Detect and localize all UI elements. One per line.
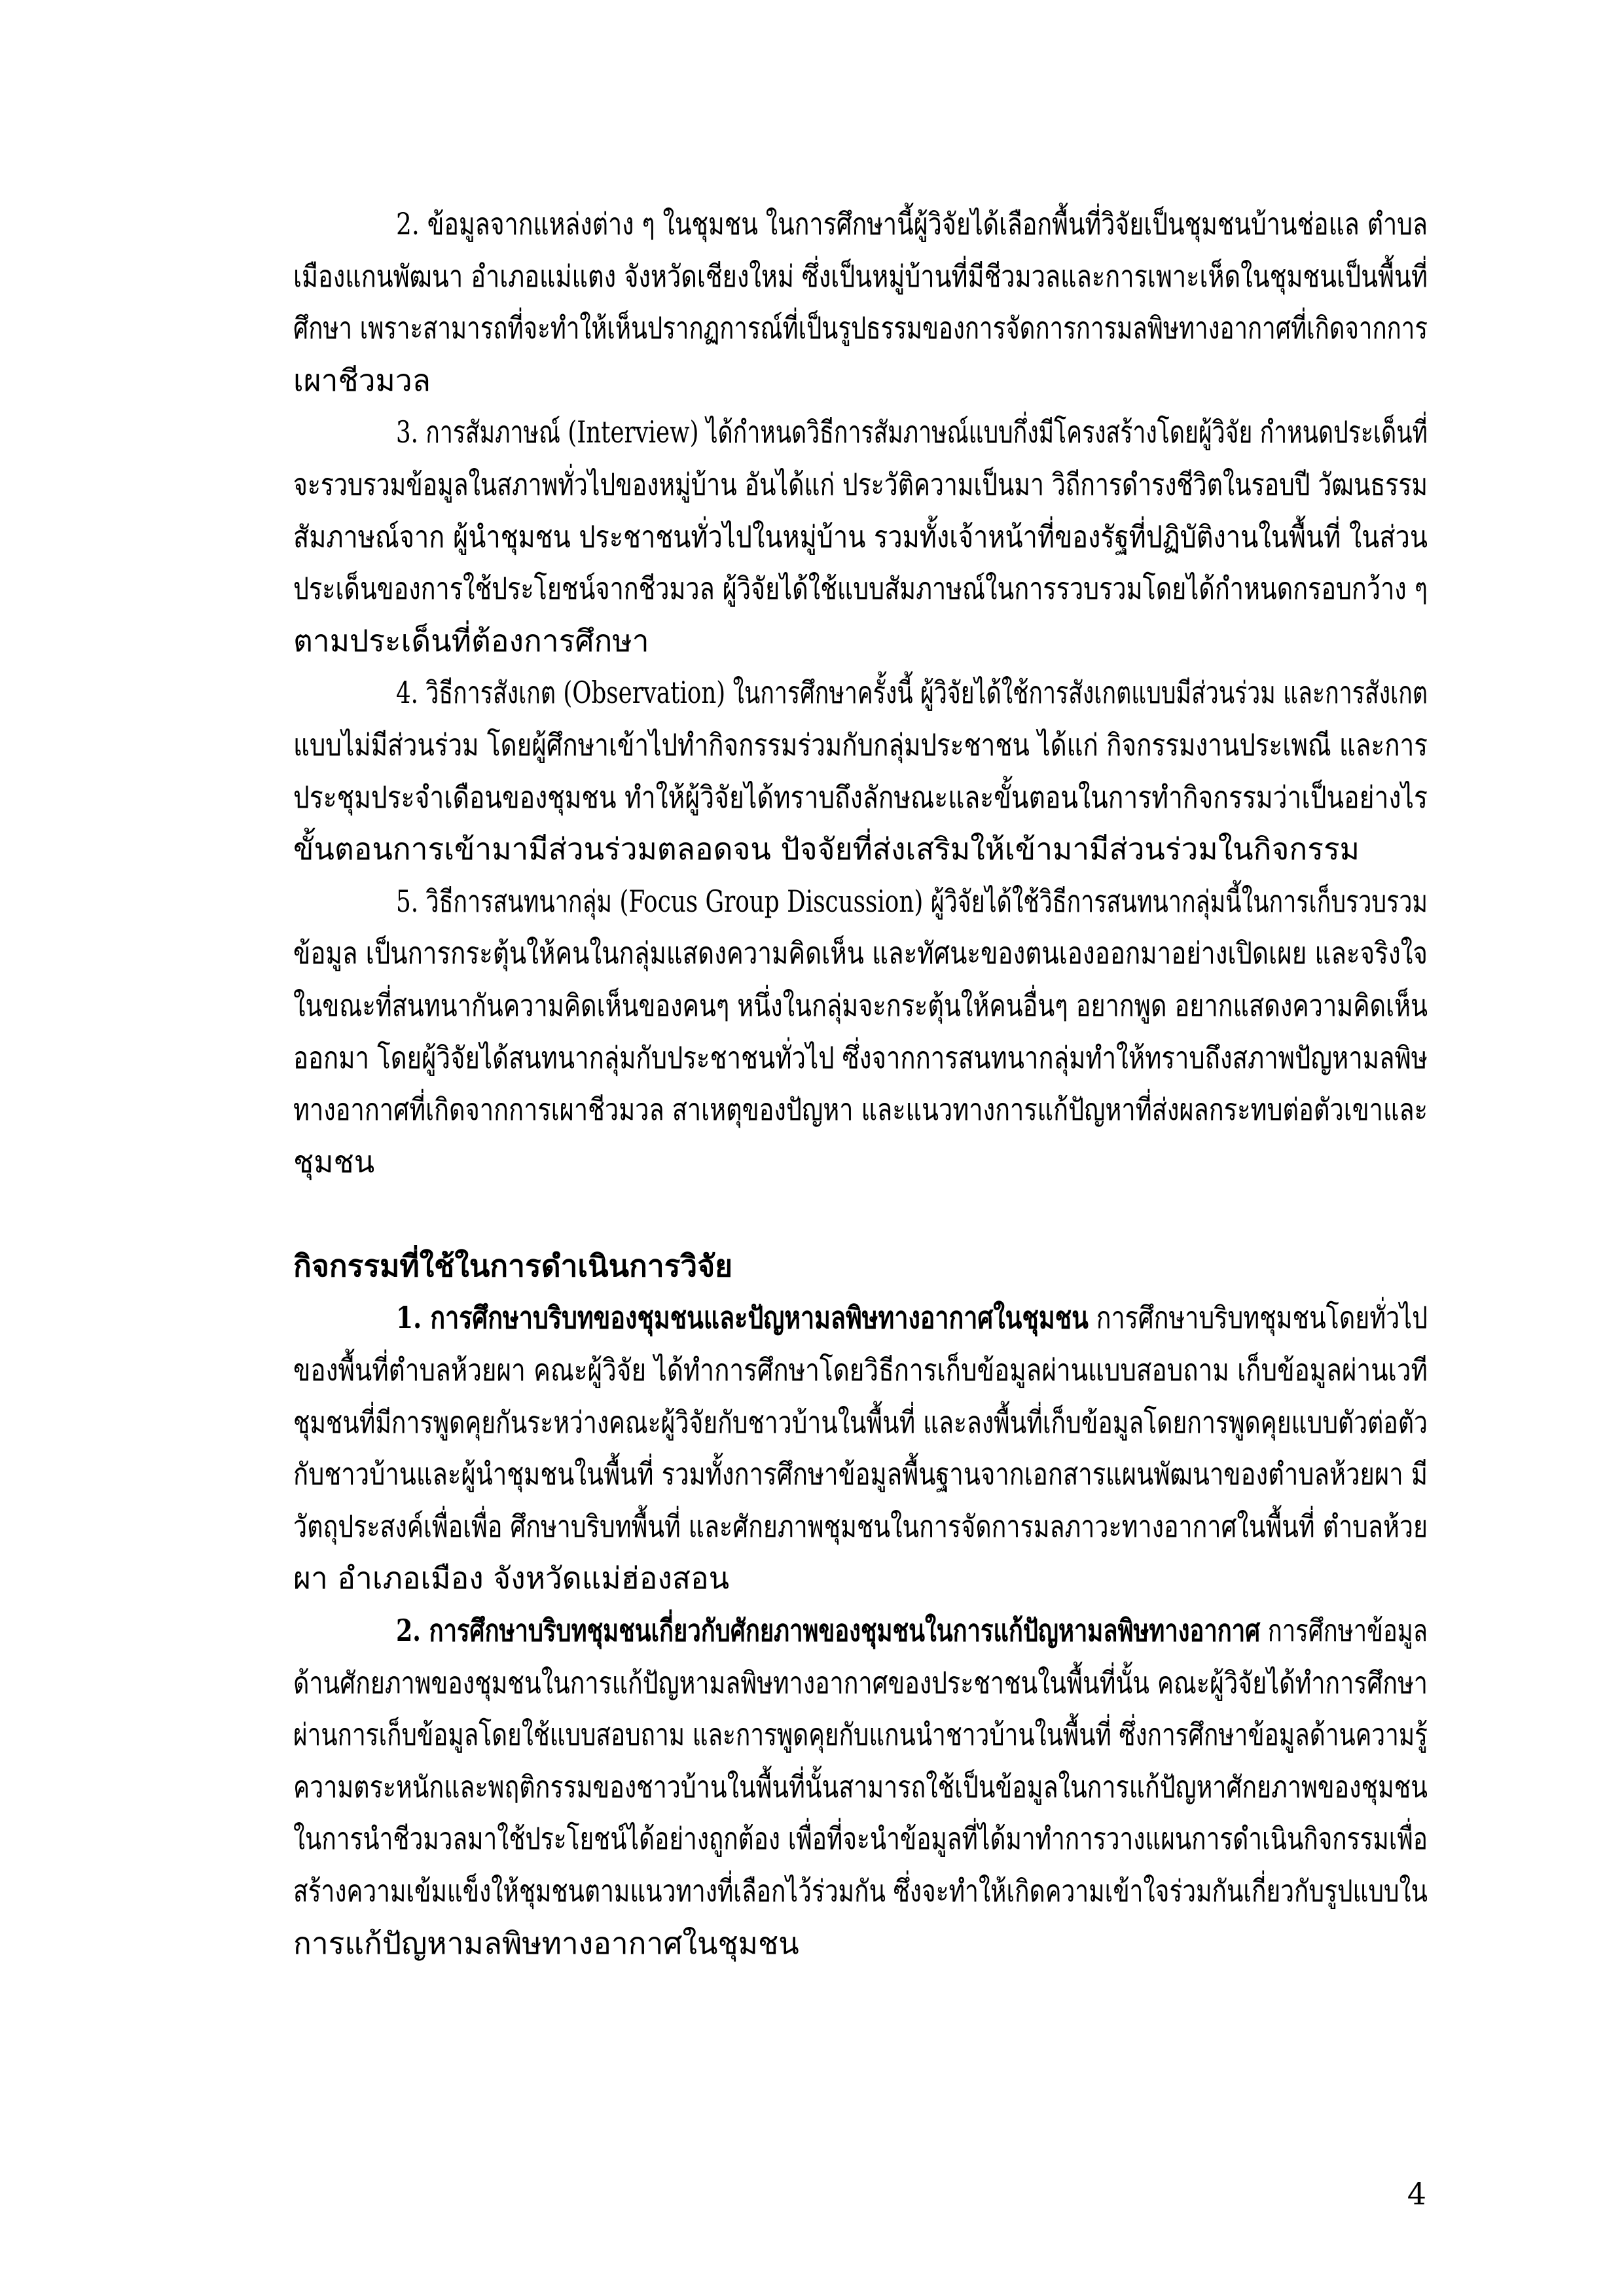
item-text: การศึกษาข้อมูล — [1260, 1613, 1428, 1649]
text-line — [293, 1032, 1428, 1085]
line-text: ความตระหนักและพฤติกรรมของชาวบ้านในพื้นที่นั้นสามารถใช้เป็นข้อมูลในการแก้ปัญหาศักยภาพของชุมชน — [293, 1768, 1428, 1804]
line-text: ประเด็นของการใช้ประโยชน์จากชีวมวล ผู้วิจัยได้ใช้แบบสัมภาษณ์ในการรวบรวมโดยได้กำหนดกรอบกว้าง ๆ — [293, 571, 1428, 607]
text-line — [293, 876, 1428, 928]
paragraph-observation — [293, 667, 1428, 875]
line-text: ประชุมประจำเดือนของชุมชน ทำให้ผู้วิจัยได้ทราบถึงลักษณะและขั้นตอนในการทำกิจกรรมว่าเป็นอย่างไร — [293, 779, 1428, 815]
text-line — [293, 1448, 1428, 1501]
line-text — [396, 1605, 1428, 1657]
paragraph-data-sources — [293, 198, 1428, 406]
text-line — [293, 719, 1428, 772]
item-title: 1. การศึกษาบริบทของชุมชนและปัญหามลพิษทางอากาศในชุมชน — [396, 1300, 1089, 1336]
text-line — [293, 1501, 1428, 1553]
line-text: 2. ข้อมูลจากแหล่งต่าง ๆ ในชุมชน ในการศึกษานี้ผู้วิจัยได้เลือกพื้นที่วิจัยเป็นชุมชนบ้านช่อแล ตำบล — [396, 206, 1428, 242]
line-text: 3. การสัมภาษณ์ (Interview) ได้กำหนดวิธีการสัมภาษณ์แบบกึ่งมีโครงสร้างโดยผู้วิจัย กำหนดประเด็นที่ — [396, 414, 1428, 450]
text-line — [293, 823, 1428, 876]
text-line — [293, 1084, 1428, 1136]
text-line — [293, 251, 1428, 303]
line-text: ผา อำเภอเมือง จังหวัดแม่ฮ่องสอน — [293, 1560, 730, 1596]
section-heading — [293, 1240, 1428, 1293]
activity-item-2 — [293, 1605, 1428, 1969]
text-line — [293, 1292, 1428, 1344]
line-text: ในการนำชีวมวลมาใช้ประโยชน์ได้อย่างถูกต้อง เพื่อที่จะนำข้อมูลที่ได้มาทำการวางแผนการดำเนินกิจกรรมเพื่อ — [293, 1821, 1428, 1857]
line-text: เผาชีวมวล — [293, 362, 431, 398]
line-text: จะรวบรวมข้อมูลในสภาพทั่วไปของหมู่บ้าน อันได้แก่ ประวัติความเป็นมา วิถีการดำรงชีวิตในรอบปี วัฒนธรรม — [293, 466, 1428, 502]
text-line — [293, 1761, 1428, 1814]
text-line — [293, 667, 1428, 719]
line-text: ชุมชนที่มีการพูดคุยกันระหว่างคณะผู้วิจัยกับชาวบ้านในพื้นที่ และลงพื้นที่เก็บข้อมูลโดยการพูดคุยแบบตัวต่อตัว — [293, 1404, 1428, 1440]
text-line — [293, 1657, 1428, 1710]
text-line — [293, 459, 1428, 511]
text-line — [293, 302, 1428, 355]
line-text: ศึกษา เพราะสามารถที่จะทำให้เห็นปรากฏการณ์ที่เป็นรูปธรรมของการจัดการการมลพิษทางอากาศที่เกิดจากการ — [293, 310, 1428, 346]
line-text: แบบไม่มีส่วนร่วม โดยผู้ศึกษาเข้าไปทำกิจกรรมร่วมกับกลุ่มประชาชน ได้แก่ กิจกรรมงานประเพณี และการ — [293, 726, 1428, 762]
page-number: 4 — [1407, 2176, 1426, 2212]
text-line — [293, 1813, 1428, 1865]
activity-item-1 — [293, 1292, 1428, 1605]
line-text: เมืองแกนพัฒนา อำเภอแม่แตง จังหวัดเชียงใหม่ ซึ่งเป็นหมู่บ้านที่มีชีวมวลและการเพาะเห็ดในชุมชนเป็นพื้นที่ — [293, 258, 1428, 294]
line-text — [396, 1292, 1428, 1344]
line-text: ทางอากาศที่เกิดจากการเผาชีวมวล สาเหตุของปัญหา และแนวทางการแก้ปัญหาที่ส่งผลกระทบต่อตัวเขาและ — [293, 1092, 1428, 1128]
text-line — [293, 1552, 1428, 1605]
line-text: ข้อมูล เป็นการกระตุ้นให้คนในกลุ่มแสดงความคิดเห็น และทัศนะของตนเองออกมาอย่างเปิดเผย และจริงใจ — [293, 935, 1428, 971]
text-line — [293, 1136, 1428, 1189]
line-text: 5. วิธีการสนทนากลุ่ม (Focus Group Discussion) ผู้วิจัยได้ใช้วิธีการสนทนากลุ่มนี้ในการเก็บรวบรวม — [396, 883, 1428, 919]
line-text: ของพื้นที่ตำบลห้วยผา คณะผู้วิจัย ได้ทำการศึกษาโดยวิธีการเก็บข้อมูลผ่านแบบสอบถาม เก็บข้อมูลผ่านเวที — [293, 1352, 1428, 1388]
item-text: การศึกษาบริบทชุมชนโดยทั่วไป — [1088, 1300, 1428, 1336]
line-text: ผ่านการเก็บข้อมูลโดยใช้แบบสอบถาม และการพูดคุยกับแกนนำชาวบ้านในพื้นที่ ซึ่งการศึกษาข้อมูลด้านความรู้ — [293, 1717, 1428, 1753]
line-text: การแก้ปัญหามลพิษทางอากาศในชุมชน — [293, 1925, 799, 1961]
text-line — [293, 1918, 1428, 1970]
line-text: กับชาวบ้านและผู้นำชุมชนในพื้นที่ รวมทั้งการศึกษาข้อมูลพื้นฐานจากเอกสารแผนพัฒนาของตำบลห้วยผา มี — [293, 1456, 1428, 1492]
text-line — [293, 927, 1428, 980]
text-line — [293, 355, 1428, 407]
line-text: ด้านศักยภาพของชุมชนในการแก้ปัญหามลพิษทางอากาศของประชาชนในพื้นที่นั้น คณะผู้วิจัยได้ทำการศึกษา — [293, 1664, 1428, 1700]
line-text: สร้างความเข้มแข็งให้ชุมชนตามแนวทางที่เลือกไว้ร่วมกัน ซึ่งจะทำให้เกิดความเข้าใจร่วมกันเกี่ยวกับรูปแบบใน — [293, 1873, 1428, 1909]
page-body — [293, 198, 1428, 1969]
line-text: วัตถุประสงค์เพื่อเพื่อ ศึกษาบริบทพื้นที่ และศักยภาพชุมชนในการจัดการมลภาวะทางอากาศในพื้นที่ ตำบลห้วย — [293, 1508, 1428, 1544]
line-text: 4. วิธีการสังเกต (Observation) ในการศึกษาครั้งนี้ ผู้วิจัยได้ใช้การสังเกตแบบมีส่วนร่วม และการสังเกต — [396, 675, 1428, 711]
paragraph-focus-group — [293, 876, 1428, 1189]
text-line — [293, 1344, 1428, 1397]
line-text: ขั้นตอนการเข้ามามีส่วนร่วมตลอดจน ปัจจัยที่ส่งเสริมให้เข้ามามีส่วนร่วมในกิจกรรม — [293, 831, 1360, 867]
text-line — [293, 563, 1428, 615]
line-text: สัมภาษณ์จาก ผู้นำชุมชน ประชาชนทั่วไปในหมู่บ้าน รวมทั้งเจ้าหน้าที่ของรัฐที่ปฏิบัติงานในพื้นที่ ในส่วน — [293, 518, 1428, 554]
text-line — [293, 1605, 1428, 1657]
text-line — [293, 1865, 1428, 1918]
text-line — [293, 198, 1428, 251]
line-text: ออกมา โดยผู้วิจัยได้สนทนากลุ่มกับประชาชนทั่วไป ซึ่งจากการสนทนากลุ่มทำให้ทราบถึงสภาพปัญหามลพิษ — [293, 1039, 1428, 1075]
line-text: ตามประเด็นที่ต้องการศึกษา — [293, 622, 649, 658]
text-line — [293, 615, 1428, 668]
text-line — [293, 406, 1428, 459]
text-line — [293, 1397, 1428, 1449]
section-heading-text: กิจกรรมที่ใช้ในการดำเนินการวิจัย — [293, 1247, 733, 1283]
text-line — [293, 511, 1428, 564]
line-text: ชุมชน — [293, 1143, 375, 1179]
blank-line — [293, 1188, 1428, 1240]
paragraph-interview — [293, 406, 1428, 667]
text-line — [293, 980, 1428, 1032]
line-text: ในขณะที่สนทนากันความคิดเห็นของคนๆ หนึ่งในกลุ่มจะกระตุ้นให้คนอื่นๆ อยากพูด อยากแสดงความคิดเห็น — [293, 987, 1428, 1023]
text-line — [293, 1709, 1428, 1761]
text-line — [293, 772, 1428, 824]
item-title: 2. การศึกษาบริบทชุมชนเกี่ยวกับศักยภาพของชุมชนในการแก้ปัญหามลพิษทางอากาศ — [396, 1613, 1261, 1649]
